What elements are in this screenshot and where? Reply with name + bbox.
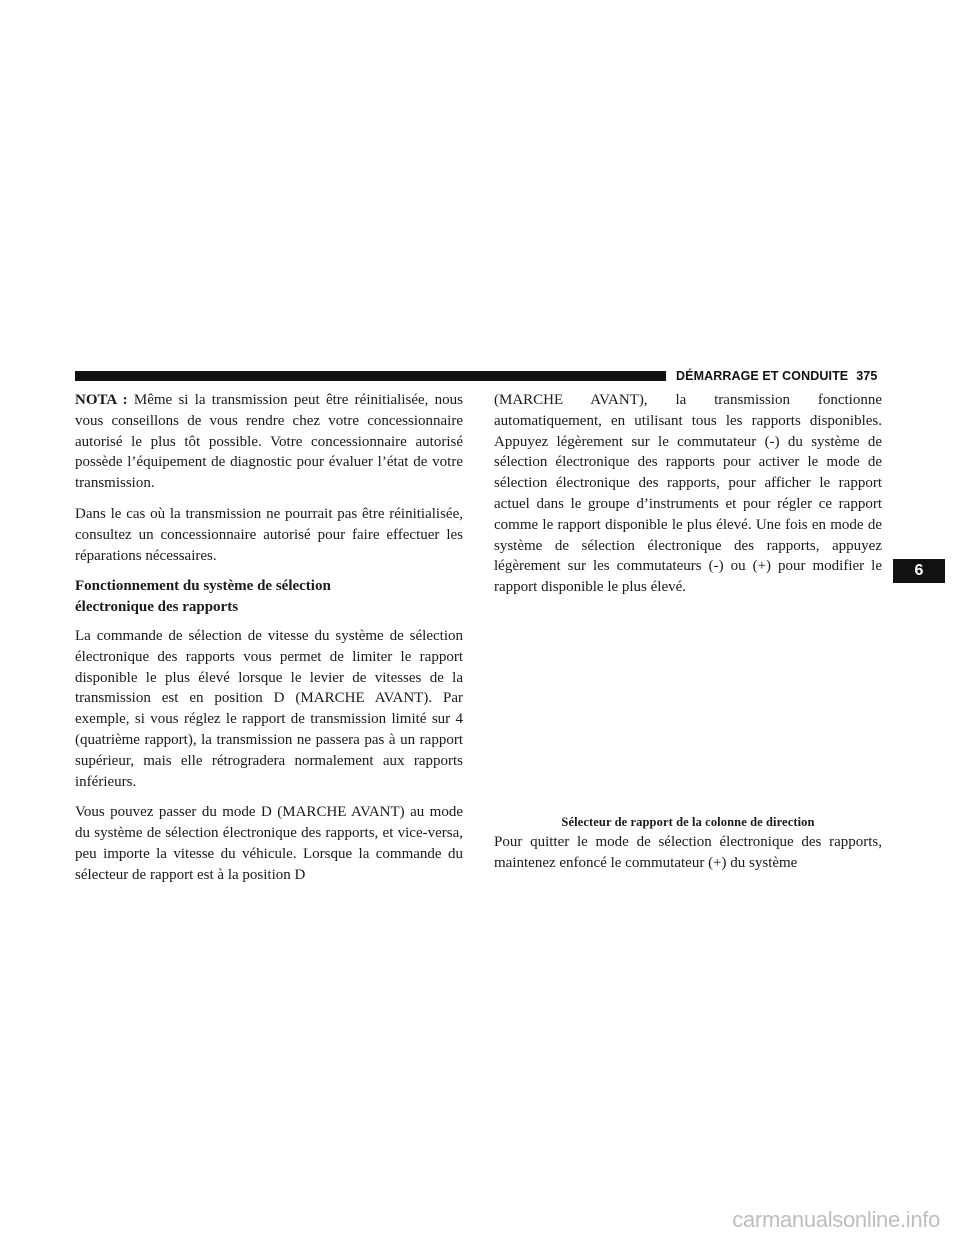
- nota-paragraph: [75, 390, 463, 494]
- mode-paragraph: Vous pouvez passer du mode D (MARCHE AVANT) au mode du système de sélection électronique des rapports, et vice-versa, peu importe la vitesse du véhicule. Lorsque la commande du sélecteur de rapport est à la position D: [75, 804, 463, 883]
- nota-label: NOTA :: [75, 392, 128, 408]
- page-number: 375: [856, 369, 878, 383]
- heading-line-2: électronique des rapports: [75, 599, 239, 616]
- watermark-logo: carmanualsonline.info: [732, 1207, 940, 1232]
- exit-paragraph: Pour quitter le mode de sélection électronique des rapports, maintenez enfoncé le commutateur (+) du système: [494, 834, 882, 871]
- right-column-bottom: [494, 832, 882, 874]
- section-title: DÉMARRAGE ET CONDUITE: [676, 369, 849, 383]
- figure-placeholder: [494, 600, 882, 800]
- chapter-tab: 6: [893, 559, 945, 583]
- right-column: [494, 390, 882, 598]
- selection-paragraph: La commande de sélection de vitesse du système de sélection électronique des rapports vous permet de limiter le rapport disponible le plus élevé lorsque le levier de vitesses de la transmission est en position D (MARCHE AVANT). Par exemple, si vous réglez le rapport de transmission limité sur 4 (quatrième rapport), la transmission ne passera pas à un rapport supérieur, mais elle rétrogradera normalement aux rapports inférieurs.: [75, 627, 463, 790]
- heading-line-1: Fonctionnement du système de sélection: [75, 578, 331, 595]
- running-header: [676, 366, 886, 386]
- section-heading: [75, 576, 463, 618]
- figure-caption: Sélecteur de rapport de la colonne de direction: [561, 815, 815, 829]
- header-rule: [75, 371, 666, 381]
- left-column: [75, 390, 463, 886]
- nota-text: Même si la transmission peut être réinitialisée, nous vous conseillons de vous rendre chez votre concessionnaire autorisé le plus tôt possible. Votre concessionnaire autorisé possède l’équipement de diagnostic pour évaluer l’état de votre transmission.: [75, 392, 463, 492]
- continued-paragraph: (MARCHE AVANT), la transmission fonctionne automatiquement, en utilisant tous les rapports disponibles. Appuyez légèrement sur le commutateur (-) du système de sélection électronique des rapports pour activer le mode de sélection électronique des rapports, pour afficher le rapport actuel dans le groupe d’instruments et pour régler ce rapport comme le rapport disponible le plus élevé. Une fois en mode de système de sélection électronique des rapports, appuyez légèrement sur les commutateurs (-) ou (+) pour modifier le rapport disponible le plus élevé.: [494, 392, 882, 596]
- reinit-paragraph: Dans le cas où la transmission ne pourrait pas être réinitialisée, consultez un concessionnaire autorisé pour faire effectuer les réparations nécessaires.: [75, 505, 463, 564]
